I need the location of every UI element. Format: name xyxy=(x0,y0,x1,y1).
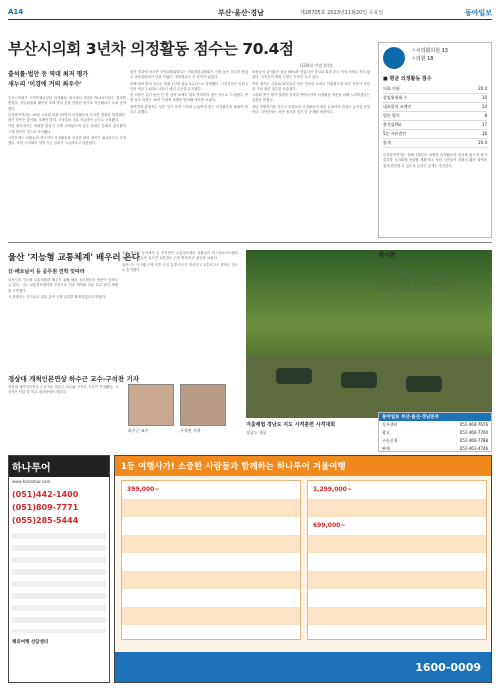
photo-caption-title: 겨울체험 경남도 지도 사격훈련 사격대회 xyxy=(246,422,336,428)
ad-hana-tel3: (055)285-5444 xyxy=(12,516,79,525)
photo-credit: 경남도 제공 xyxy=(246,430,267,435)
sidebar-row: 대표발의 조례안 14 xyxy=(383,103,487,112)
ad-tour-list-left xyxy=(121,480,301,640)
ad-tour-price-3: 699,000~ xyxy=(313,522,346,529)
sidebar-row: 출석률(%) 17 xyxy=(383,121,487,130)
divider xyxy=(8,242,492,243)
issue-meta: 제28705호 2013년11월20일 수요일 xyxy=(300,10,384,16)
sidebar-row: 합계 20.4 xyxy=(383,139,487,148)
page-header xyxy=(8,8,492,20)
portrait-caption-2: 구석찬 기자 xyxy=(180,428,201,433)
professor-text: 경상대 개척인본연상 수상자로 하수근 교수와 구석찬 기자가 선정됐다. 시상식은 이달 말 학교 대강당에서 열린다. xyxy=(8,385,118,395)
ad-hana-bottom: 해외여행 상담센터 xyxy=(12,640,49,645)
sidebar-title: ㅅ시의회의원 13 ㅅ의원 18 xyxy=(411,48,448,62)
notices-title: 게시판 xyxy=(378,252,396,259)
article-column-2: 평가 결과에 따르면 상임위원회별로는 기획재경위원회가 가장 높은 점수를 받았고 교육위원회가 뒤를 이었다. 정당별로는 큰 차이가 없었다. 조례 대표 발의 건수는 의원 1인당 평균 3.2건으로 집계됐다. 시정질문은 의원 1인당 평균 1.4회로 나타나 예년 수준을 유지했다. 한 의원은 임기 동안 단 한 건의 조례도 대표 발의하지 않은 것으로 드러났다. 반면 일부 의원은 10건 이상의 조례를 발의해 대조를 보였다. 참여연대 관계자는 남은 임기 동안 시민의 눈높이에 맞는 의정활동을 펼쳐야 한다고 말했다. xyxy=(130,70,248,115)
professor-headline: 경상대 개척인본연상 하수근 교수-구석찬 기자 xyxy=(8,375,140,383)
ad-tour-headline: 1등 여행사가! 소중한 사람들과 함께하는 하나투어 겨울여행 xyxy=(115,456,491,476)
score-sidebar xyxy=(378,42,492,238)
notices-text: ▽부산시는 이달 말까지 겨울철 안전점검을 실시한다. 대상은 공공시설과 다중이용시설이다. ▽울산 남구청은 연말 이웃돕기 성금 모금 행사를 연다. ▽경남도는 농촌 일손 돕기 자원봉사자를 모집한다. ▽부산 해운대구는 겨울 축제 준비 설명회를 개최한다. ▽울산 중구는 전통시장 활성화 행사를 진행한다. xyxy=(378,258,492,293)
ad-hana-brand: 하나투어 xyxy=(9,456,109,477)
newspaper-logo: 동아일보 xyxy=(464,9,492,17)
sidebar-row: 법안 발의 8 xyxy=(383,112,487,121)
subhead xyxy=(8,70,88,90)
ad-tour-phone: 1600-0009 xyxy=(415,661,481,674)
badge-icon xyxy=(383,47,405,69)
lesson-lead: 日·베트남서 등 공무원 견학 잇따라 xyxy=(8,269,85,275)
sidebar-table-title: ■ 평균 의정활동 점수 xyxy=(383,76,432,82)
ad-hanatour xyxy=(8,455,110,683)
lesson-headline: 울산 '지능형 교통체계' 배우러 온다 xyxy=(8,253,140,263)
ad-hana-tel2: (051)809-7771 xyxy=(12,503,79,512)
ad-tour-price-1: 399,000~ xyxy=(127,486,160,493)
ad-hana-list xyxy=(12,533,106,633)
ad-tour-list-right xyxy=(307,480,487,640)
sidebar-table xyxy=(383,85,487,148)
subhead-line-2: 새누리 '이경에 거의 최우수' xyxy=(8,81,82,88)
portrait-photo-2 xyxy=(180,384,226,426)
sidebar-text: 부산참여연대는 올해 1월부터 의원별 의정활동을 점검해 왔으며 평가 결과를 시의회에 전달할 계획이다. 또한 시민들이 의원의 활동 내역을 쉽게 확인할 수 있도록 온라인 공개도 추진한다. xyxy=(383,153,487,168)
sidebar-row: 의회 의원 20.4 xyxy=(383,85,487,94)
sidebar-row: 상임위원회 수 10 xyxy=(383,94,487,103)
ad-hana-tel1: (051)442-1400 xyxy=(12,490,79,499)
article-column-3: 의원들의 출석률은 평균 95%를 넘었지만 상임위 회의 중도 이석 사례도 적지 않았다. 시민들의 방청 신청도 꾸준히 늘고 있다. 이번 평가는 시의회 회의록과 의안 정보를 토대로 이뤄졌으며 외부 전문가 자문을 거쳐 최종 점수를 산출했다. 시의회 측은 평가 결과를 겸허히 받아들이며 의정활동 개선을 위해 노력하겠다는 입장을 밝혔다. 내년 지방선거를 앞두고 의원들의 의정활동에 대한 유권자의 관심도 높아질 전망이다. 시민단체는 최종 평가를 임기 말 공개할 예정이다. xyxy=(252,70,370,115)
main-headline: 부산시의회 3년차 의정활동 점수는 70.4점 xyxy=(8,40,294,58)
subhead-line-1: 출석률·법안 등 역대 최저 평가 xyxy=(8,71,89,78)
ad-hana-web: www.hanatour.com xyxy=(12,479,51,484)
page-number: A14 xyxy=(8,8,24,16)
sidebar-row: 5분 자유발언 16 xyxy=(383,130,487,139)
lesson-text-2: 일본 베트남 등지에서 온 견학단은 교통정보센터 상황실과 버스정보시스템을 둘러봤다. 이들은 실시간 교통정보 수집 방식에 큰 관심을 보였다. 울산시는 시스템 구축 이후 도심 통행 속도가 개선되고 교통사고도 줄어든 것으로 분석했다. xyxy=(122,251,238,272)
headline-note: (100점 만점 환산) xyxy=(300,63,333,68)
portrait-caption-1: 하수근 교수 xyxy=(128,428,149,433)
article-column-1: 부산시의회가 시민단체로부터 의정활동 평가에서 3년차 70.4점이라는 결과를 받았다. 상임위원회 활동과 조례 발의 등을 종합한 평가로 지난해보다 소폭 낮아졌다. 부산참여연대는 19일 시의회 의원 47명의 의정활동을 분석한 결과를 발표했다. 평가 항목은 출석률, 조례안 발의, 시정질문, 5분 자유발언 등으로 구성됐다. 이번 평가에서는 의원별 편차가 크게 나타났으며 일부 의원은 본회의 출석률이 크게 떨어진 것으로 조사됐다. 시민단체는 의원들의 적극적인 의정활동과 성실한 회의 참여가 필요하다고 지적했다. 또한 시의회의 정책 기능 강화가 시급하다고 덧붙였다. xyxy=(8,96,126,146)
ad-tour xyxy=(114,455,492,683)
portrait-photo-1 xyxy=(128,384,174,426)
section-name: 부산·울산·경남 xyxy=(218,9,264,17)
reader-box: 동아일보 부산·울산·경남본부 독자센터 051-464-7676 광고 051-460-7700 구독신청 051-460-7788 판매 051-461-4746 xyxy=(378,412,492,452)
ad-tour-price-2: 1,299,000~ xyxy=(313,486,352,493)
lesson-text-1: 울산시의 지능형 교통체계를 배우기 위해 해외 공무원들의 방문이 잇따르고 있다. 시는 교통정보센터를 중심으로 신호 제어와 교통 흐름 관리 체계를 구축했다. 시 관계자는 앞으로도 교통 분야 국제 교류를 확대하겠다고 밝혔다. xyxy=(8,278,118,299)
